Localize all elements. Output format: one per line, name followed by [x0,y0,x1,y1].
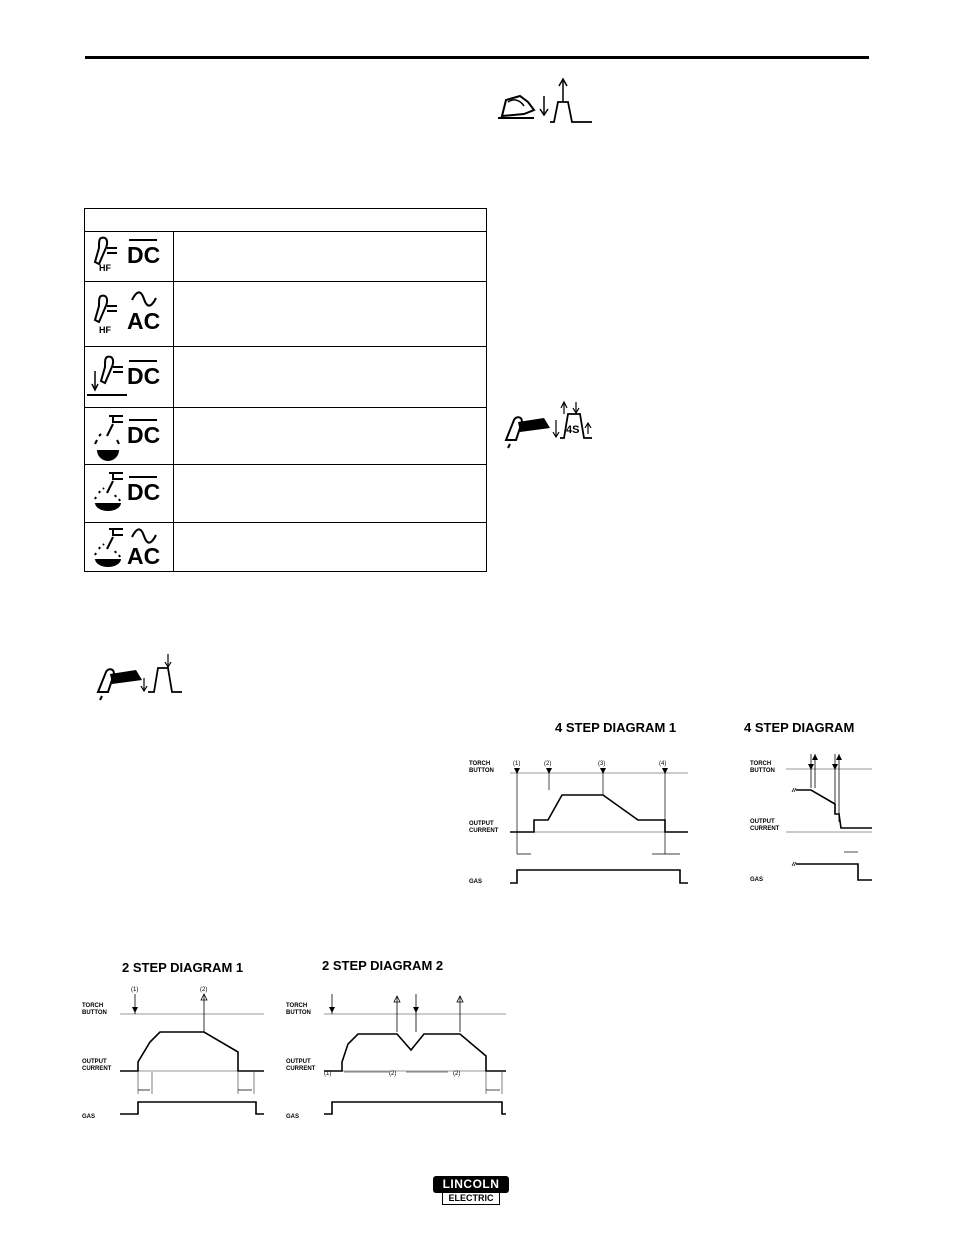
ac-label: AC [127,543,161,569]
stick-soft-dc-icon [85,408,174,464]
stick-crisp-dc-icon [85,465,174,522]
header-rule [85,56,869,59]
dc-label: DC [127,242,161,268]
two-step-diagram-2-title: 2 STEP DIAGRAM 2 [322,958,444,973]
two-step-diagram-1 [80,982,270,1122]
dc-label: DC [127,479,161,505]
two-step-diagram-2 [284,982,509,1122]
current-label: CURRENT [750,826,780,832]
gas-label: GAS [82,1114,96,1120]
marker-4: (4) [659,761,667,767]
table-row [85,231,486,281]
dc-label: DC [127,422,161,448]
weld-mode-table [84,208,487,572]
lift-tig-dc-icon [85,347,174,407]
logo-line1: LINCOLN [442,1177,500,1191]
output-label: OUTPUT [286,1059,311,1065]
four-s-label: 4S [566,424,580,436]
torch-label: TORCH [750,761,772,767]
four-step-diagram-2 [748,752,874,892]
marker-2b: (2) [453,1071,461,1077]
table-row [85,281,486,346]
marker-2a: (2) [389,1071,397,1077]
output-label: OUTPUT [82,1059,107,1065]
dc-label: DC [127,363,161,389]
four-step-diagram-1 [466,752,696,892]
four-step-diagram-1-title: 4 STEP DIAGRAM 1 [555,720,677,735]
lincoln-electric-logo [433,1176,513,1206]
hf-tig-dc-icon [85,232,174,281]
two-step-diagram-1-title: 2 STEP DIAGRAM 1 [122,960,244,975]
torch-label: TORCH [82,1003,104,1009]
torch-4-step-icon [500,400,610,450]
torch-2-step-icon [92,652,192,702]
marker-2: (2) [200,987,208,993]
table-row [85,407,486,464]
gas-label: GAS [286,1114,300,1120]
foot-pedal-icon [494,76,594,126]
table-row [85,346,486,407]
hf-label: HF [99,325,111,335]
registered-mark: ® [502,1180,508,1189]
output-label: OUTPUT [750,819,775,825]
gas-label: GAS [750,877,764,883]
logo-line2: ELECTRIC [448,1193,494,1203]
current-label: CURRENT [286,1066,316,1072]
button-label: BUTTON [82,1010,107,1016]
table-row [85,522,486,571]
stick-ac-icon [85,523,174,571]
marker-3: (3) [598,761,606,767]
torch-label: TORCH [286,1003,308,1009]
torch-label: TORCH [469,761,491,767]
button-label: BUTTON [750,768,775,774]
output-label: OUTPUT [469,821,494,827]
ac-label: AC [127,308,161,334]
table-row [85,464,486,522]
current-label: CURRENT [469,828,499,834]
table-header [85,209,486,231]
button-label: BUTTON [286,1010,311,1016]
marker-1: (1) [324,1071,332,1077]
four-step-diagram-2-title: 4 STEP DIAGRAM [744,720,855,735]
button-label: BUTTON [469,768,494,774]
gas-label: GAS [469,879,483,885]
hf-tig-ac-icon [85,282,174,346]
marker-2: (2) [544,761,552,767]
hf-label: HF [99,263,111,273]
marker-1: (1) [131,987,139,993]
current-label: CURRENT [82,1066,112,1072]
marker-1: (1) [513,761,521,767]
